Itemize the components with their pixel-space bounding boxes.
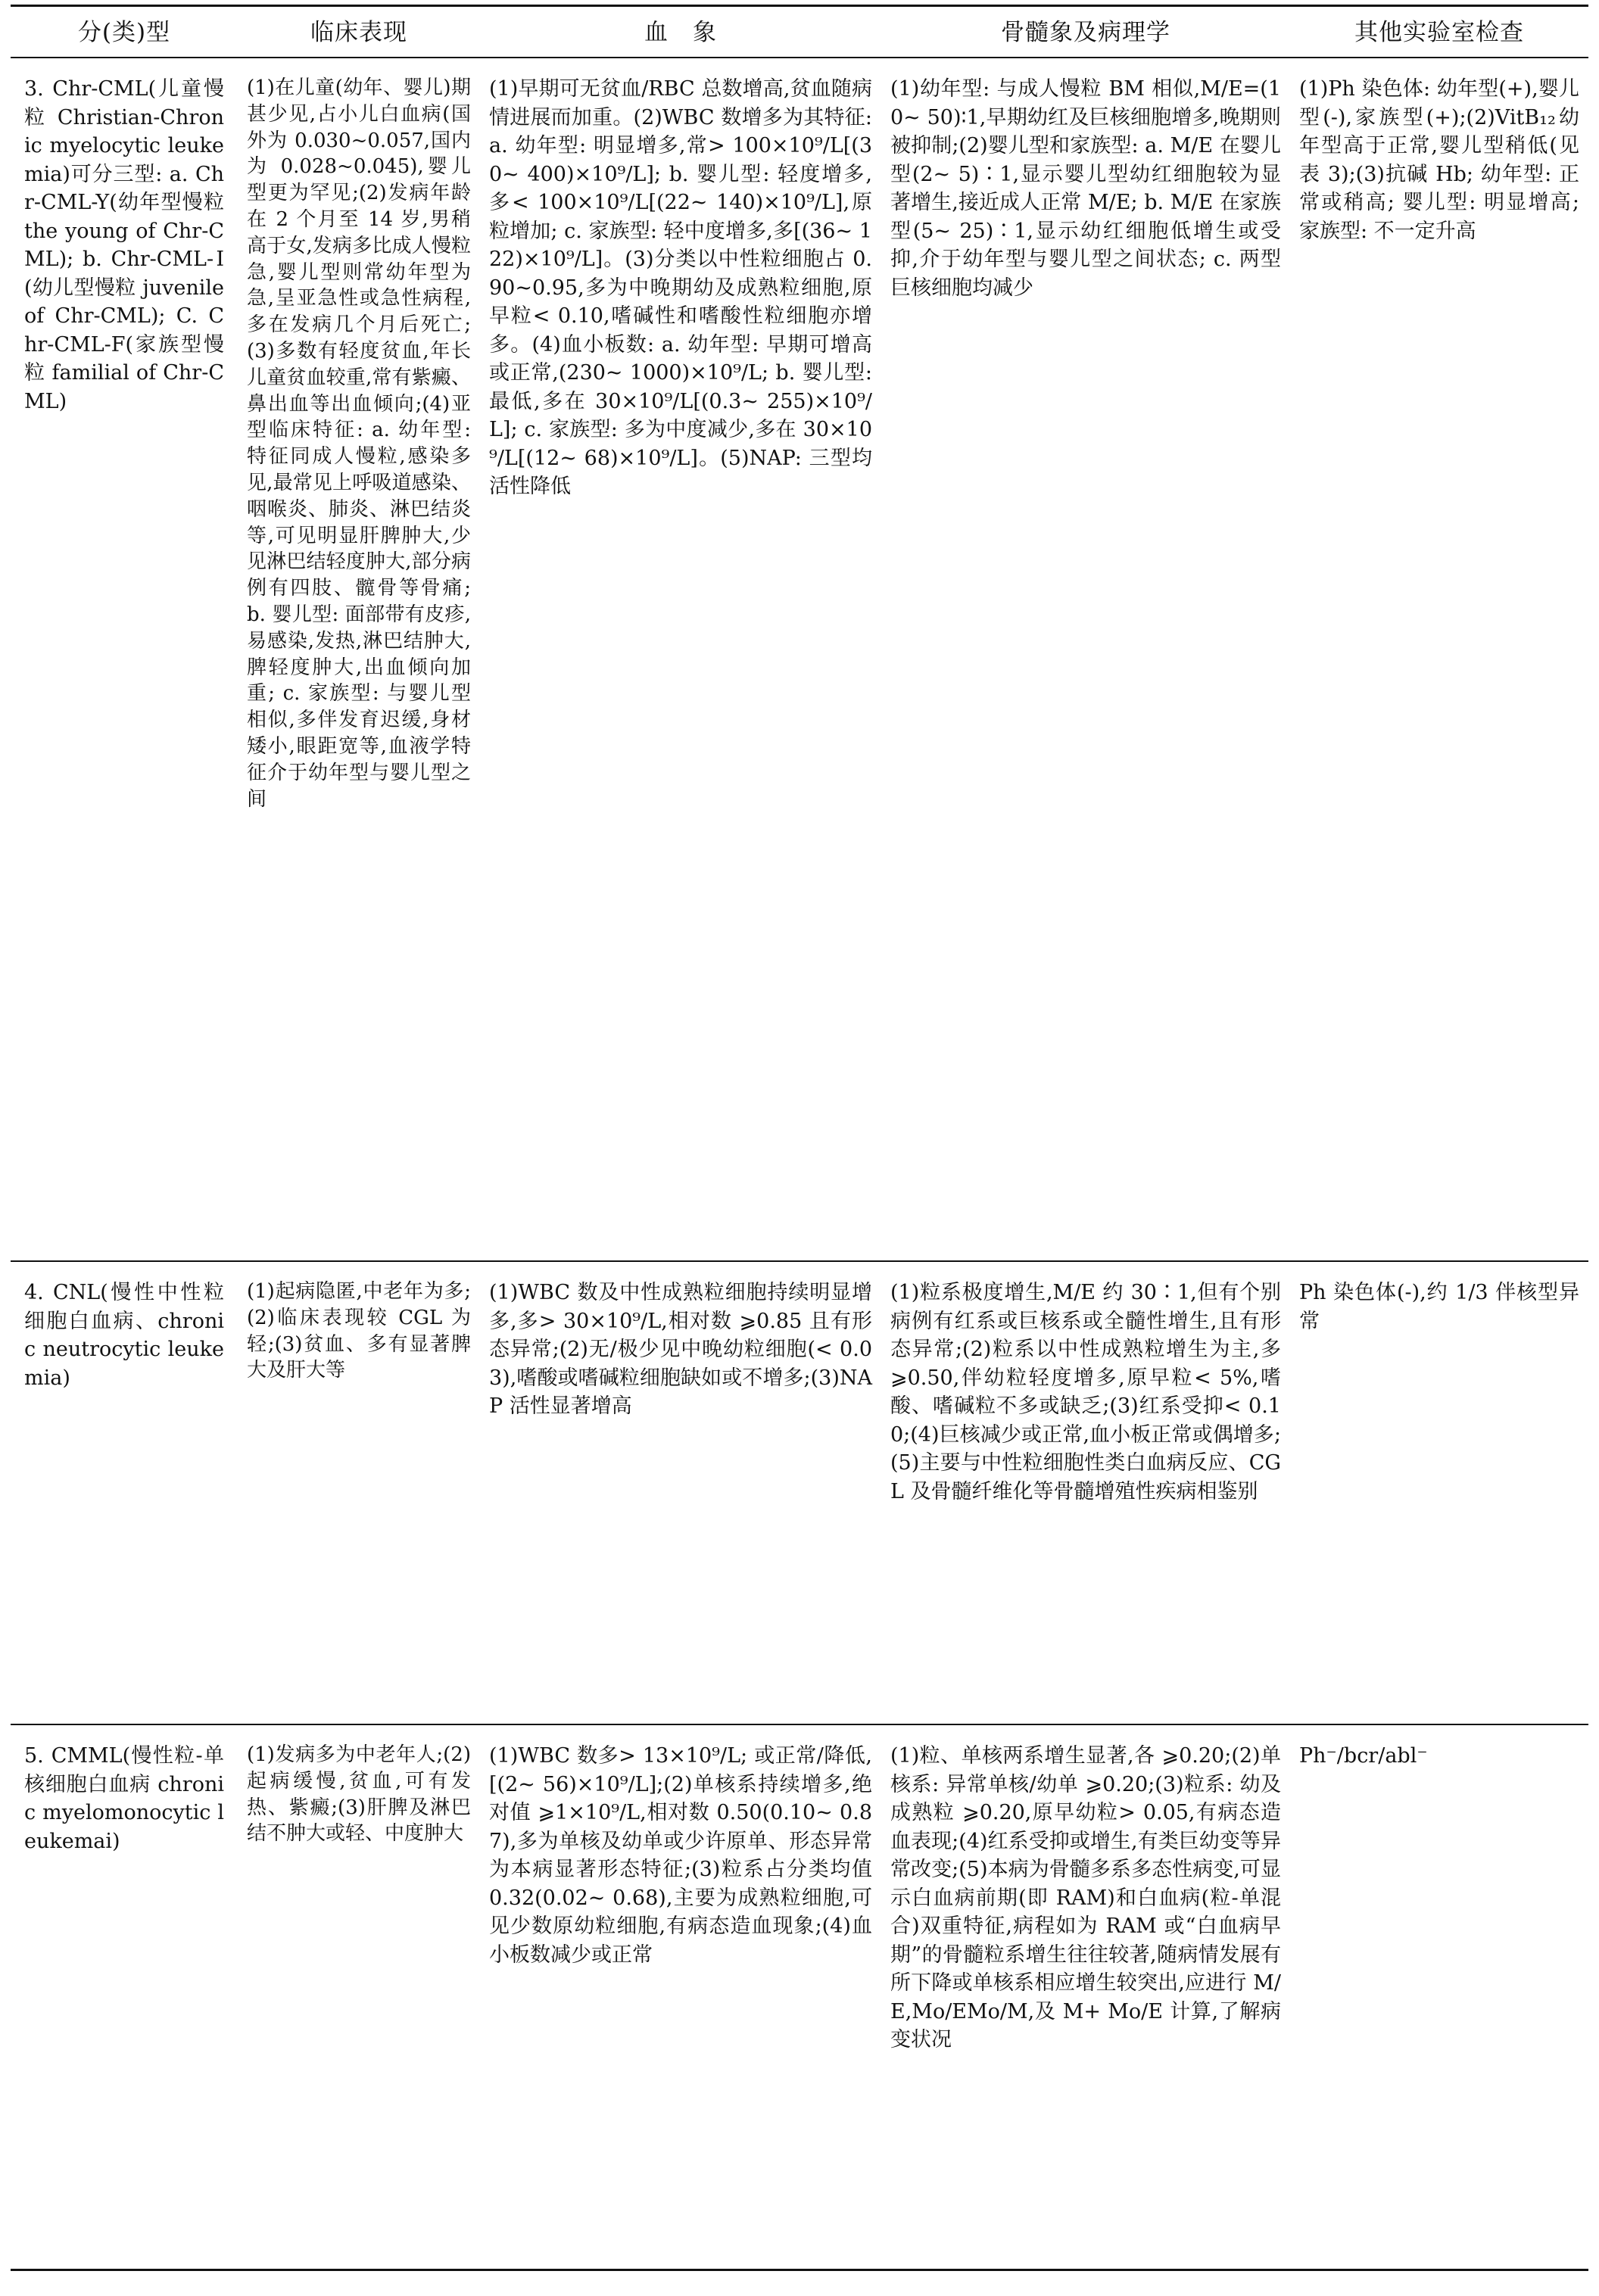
cell-blood bbox=[480, 58, 881, 1261]
cell-type bbox=[11, 1724, 238, 2270]
marrow-text: (1)幼年型: 与成人慢粒 BM 相似,M/E=(10~ 50)∶1,早期幼红及巨核细胞增多,晚期则被抑制;(2)婴儿型和家族型: a. M/E 在婴儿型(2~ 5)∶1,显示婴儿型幼红细胞较为显著增生,接近成人正常 M/E; b. M/E 在家族型(5~ 25)∶1,显示幼红细胞低增生或受抑,介于幼年型与婴儿型之间状态; c. 两型巨核细胞均减少 bbox=[890, 77, 1281, 300]
blood-text: (1)WBC 数多> 13×10⁹/L; 或正常/降低,[(2~ 56)×10⁹/L];(2)单核系持续增多,绝对值 ⩾1×10⁹/L,相对数 0.50(0.10~ 0.87),多为单核及幼单或少许原单、形态异常为本病显著形态特征;(3)粒系占分类均值 0.32(0.02~ 0.68),主要为成熟粒细胞,可见少数原幼粒细胞,有病态造血现象;(4)血小板数减少或正常 bbox=[489, 1744, 879, 1967]
marrow-text: (1)粒系极度增生,M/E 约 30∶1,但有个别病例有红系或巨核系或全髓性增生,且有形态异常;(2)粒系以中性成熟粒增生为主,多 ⩾0.50,伴幼粒轻度增多,原早粒< 5%,嗜酸、嗜碱粒不多或缺乏;(3)红系受抑< 0.10;(4)巨核减少或正常,血小板正常或偶增多;(5)主要与中性粒细胞性类白血病反应、CGL 及骨髓纤维化等骨髓增殖性疾病相鉴别 bbox=[890, 1281, 1288, 1503]
other-text: Ph⁻/bcr/abl⁻ bbox=[1299, 1744, 1428, 1768]
cell-type bbox=[11, 58, 238, 1261]
table-row bbox=[11, 1724, 1588, 2270]
table-row bbox=[11, 58, 1588, 1261]
clinical-text: (1)发病多为中老年人;(2)起病缓慢,贫血,可有发热、紫癜;(3)肝脾及淋巴结不肿大或轻、中度肿大 bbox=[247, 1743, 471, 1846]
other-text: (1)Ph 染色体: 幼年型(+),婴儿型(-),家族型(+);(2)VitB₁₂幼年型高于正常,婴儿型稍低(见表 3);(3)抗碱 Hb; 幼年型: 正常或稍高; 婴儿型: 明显增高; 家族型: 不一定升高 bbox=[1299, 77, 1586, 243]
cell-blood bbox=[480, 1724, 881, 2270]
header-blood: 血 象 bbox=[480, 6, 881, 58]
header-row bbox=[11, 6, 1588, 58]
table-row bbox=[11, 1261, 1588, 1724]
cell-other bbox=[1290, 1261, 1588, 1724]
header-marrow: 骨髓象及病理学 bbox=[881, 6, 1290, 58]
type-text: 3. Chr-CML(儿童慢粒 Christian-Chronic myelocytic leukemia)可分三型: a. Chr-CML-Y(幼年型慢粒 the young of Chr-CML); b. Chr-CML-Ⅰ(幼儿型慢粒 juvenile of Chr-CML); C. Chr-CML-F(家族型慢粒 familial of Chr-CML) bbox=[24, 77, 231, 413]
cell-marrow bbox=[881, 1261, 1290, 1724]
header-type: 分(类)型 bbox=[11, 6, 238, 58]
clinical-text: (1)起病隐匿,中老年为多;(2)临床表现较 CGL 为轻;(3)贫血、多有显著脾大及肝大等 bbox=[247, 1280, 471, 1382]
type-text: 5. CMML(慢性粒-单核细胞白血病 chronic myelomonocytic leukemai) bbox=[24, 1744, 224, 1853]
cell-marrow bbox=[881, 58, 1290, 1261]
other-text: Ph 染色体(-),约 1/3 伴核型异常 bbox=[1299, 1281, 1579, 1333]
leukemia-classification-table bbox=[11, 5, 1588, 2271]
blood-text: (1)WBC 数及中性成熟粒细胞持续明显增多,多> 30×10⁹/L,相对数 ⩾0.85 且有形态异常;(2)无/极少见中晚幼粒细胞(< 0.03),嗜酸或嗜碱粒细胞缺如或不增多;(3)NAP 活性显著增高 bbox=[489, 1281, 872, 1418]
cell-other bbox=[1290, 1724, 1588, 2270]
table-body bbox=[11, 58, 1588, 2270]
clinical-text: (1)在儿童(幼年、婴儿)期甚少见,占小儿白血病(国外为 0.030~0.057,国内为 0.028~0.045),婴儿型更为罕见;(2)发病年龄在 2 个月至 14 岁,男稍高于女,发病多比成人慢粒急,婴儿型则常幼年型为急,呈亚急性或急性病程,多在发病几个月后死亡;(3)多数有轻度贫血,年长儿童贫血较重,常有紫癜、鼻出血等出血倾向;(4)亚型临床特征: a. 幼年型: 特征同成人慢粒,感染多见,最常见上呼吸道感染、咽喉炎、肺炎、淋巴结炎等,可见明显肝脾肿大,少见淋巴结轻度肿大,部分病例有四肢、髋骨等骨痛; b. 婴儿型: 面部带有皮疹,易感染,发热,淋巴结肿大,脾轻度肿大,出血倾向加重; c. 家族型: 与婴儿型相似,多伴发育迟缓,身材矮小,眼距宽等,血液学特征介于幼年型与婴儿型之间 bbox=[247, 76, 478, 811]
cell-marrow bbox=[881, 1724, 1290, 2270]
header-other: 其他实验室检查 bbox=[1290, 6, 1588, 58]
marrow-text: (1)粒、单核两系增生显著,各 ⩾0.20;(2)单核系: 异常单核/幼单 ⩾0.20;(3)粒系: 幼及成熟粒 ⩾0.20,原早幼粒> 0.05,有病态造血表现;(4)红系受抑或增生,有类巨幼变等异常改变;(5)本病为骨髓多系多态性病变,可显示白血病前期(即 RAM)和白血病(粒-单混合)双重特征,病程如为 RAM 或“白血病早期”的骨髓粒系增生往往较著,随病情发展有所下降或单核系相应增生较突出,应进行 M/E,Mo/EMo/M,及 M+ Mo/E 计算,了解病变状况 bbox=[890, 1744, 1281, 2051]
cell-clinical bbox=[238, 1724, 480, 2270]
cell-other bbox=[1290, 58, 1588, 1261]
type-text: 4. CNL(慢性中性粒细胞白血病、chronic neutrocytic leukemia) bbox=[24, 1281, 224, 1390]
table-header bbox=[11, 6, 1588, 58]
cell-clinical bbox=[238, 1261, 480, 1724]
cell-blood bbox=[480, 1261, 881, 1724]
cell-type bbox=[11, 1261, 238, 1724]
blood-text: (1)早期可无贫血/RBC 总数增高,贫血随病情进展而加重。(2)WBC 数增多为其特征: a. 幼年型: 明显增多,常> 100×10⁹/L[(30~ 400)×10⁹/L]; b. 婴儿型: 轻度增多,多< 100×10⁹/L[(22~ 140)×10⁹/L],原粒增加; c. 家族型: 轻中度增多,多[(36~ 122)×10⁹/L]。(3)分类以中性粒细胞占 0.90~0.95,多为中晚期幼及成熟粒细胞,原早粒< 0.10,嗜碱性和嗜酸性粒细胞亦增多。(4)血小板数: a. 幼年型: 早期可增高或正常,(230~ 1000)×10⁹/L; b. 婴儿型: 最低,多在 30×10⁹/L[(0.3~ 255)×10⁹/L]; c. 家族型: 多为中度减少,多在 30×10⁹/L[(12~ 68)×10⁹/L]。(5)NAP: 三型均活性降低 bbox=[489, 77, 879, 498]
header-clinical: 临床表现 bbox=[238, 6, 480, 58]
cell-clinical bbox=[238, 58, 480, 1261]
